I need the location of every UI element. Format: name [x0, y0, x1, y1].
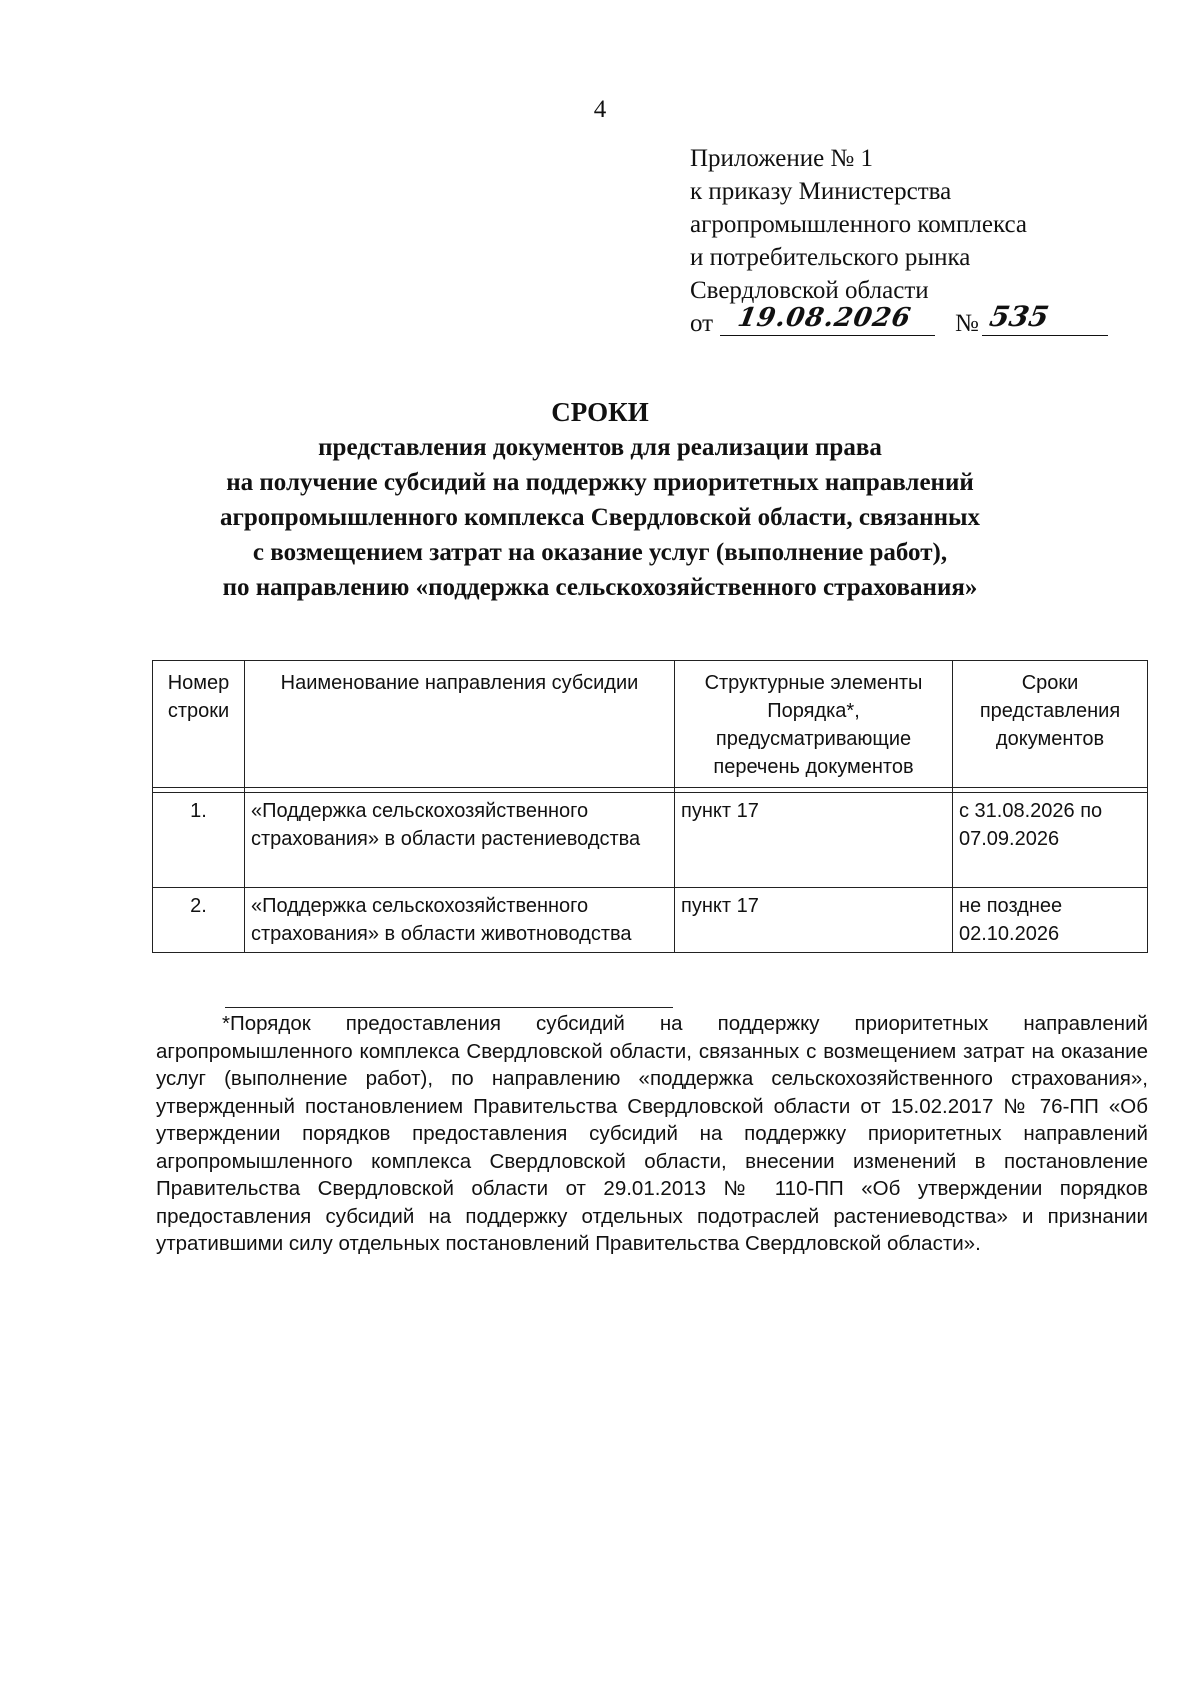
- header-deadlines: Сроки представления документов: [953, 661, 1148, 788]
- footnote: *Порядок предоставления субсидий на поддержку приоритетных направлений агропромышленного комплекса Свердловской области, связанных с возмещением затрат на оказание услуг (выполнение работ), по направлению «поддержка сельскохозяйственного страхования», утвержденный постановлением Правительства Свердловской области от 15.02.2017 № 76-ПП «Об утверждении порядков предоставления субсидий на поддержку приоритетных направлений агропромышленного комплекса Свердловской области, внесении изменений в постановление Правительства Свердловской области от 29.01.2013 № 110-ПП «Об утверждении порядков предоставления субсидий на поддержку отдельных подотраслей растениеводства» и признании утратившими силу отдельных постановлений Правительства Свердловской области».: [156, 1012, 1148, 1255]
- footnote-separator: [225, 1007, 673, 1008]
- deadlines-table: [152, 660, 1147, 953]
- cell-deadline: с 31.08.2026 по 07.09.2026: [953, 793, 1148, 888]
- title-line: на получение субсидий на поддержку приоритетных направлений: [226, 469, 974, 496]
- appendix-line: к приказу Министерства: [690, 178, 952, 205]
- order-reference: [690, 300, 1110, 341]
- appendix-block: [690, 142, 1110, 341]
- cell-deadline: не позднее 02.10.2026: [953, 888, 1148, 953]
- document-title: [100, 395, 1100, 605]
- title-line: представления документов для реализации права: [318, 434, 882, 461]
- appendix-line: агропромышленного комплекса: [690, 211, 1028, 238]
- table-row: [153, 793, 1148, 888]
- cell-structural-element: пункт 17: [675, 793, 953, 888]
- appendix-line: Свердловской области: [690, 277, 929, 304]
- date-underline: [720, 335, 935, 336]
- appendix-line: Приложение № 1: [690, 145, 874, 172]
- header-structural-elements: Структурные элементы Порядка*, предусматривающие перечень документов: [675, 661, 953, 788]
- title-main: СРОКИ: [551, 397, 649, 427]
- cell-row-number: 1.: [153, 793, 245, 888]
- number-prefix: №: [955, 310, 979, 337]
- cell-subsidy-name: «Поддержка сельскохозяйственного страхования» в области животноводства: [245, 888, 675, 953]
- table-header-row: [153, 661, 1148, 788]
- cell-subsidy-name: «Поддержка сельскохозяйственного страхования» в области растениеводства: [245, 793, 675, 888]
- page-number: 4: [593, 96, 607, 123]
- cell-structural-element: пункт 17: [675, 888, 953, 953]
- table-row: [153, 888, 1148, 953]
- appendix-line: и потребительского рынка: [690, 244, 971, 271]
- title-line: по направлению «поддержка сельскохозяйственного страхования»: [222, 574, 978, 601]
- title-line: агропромышленного комплекса Свердловской области, связанных: [220, 504, 980, 531]
- header-row-number: Номер строки: [153, 661, 245, 788]
- cell-row-number: 2.: [153, 888, 245, 953]
- header-subsidy-name: Наименование направления субсидии: [245, 661, 675, 788]
- date-prefix: от: [690, 310, 714, 337]
- handwritten-date: 19.08.2026: [735, 303, 914, 333]
- number-underline: [982, 335, 1108, 336]
- handwritten-number: 535: [987, 300, 1052, 333]
- title-line: с возмещением затрат на оказание услуг (выполнение работ),: [252, 539, 948, 566]
